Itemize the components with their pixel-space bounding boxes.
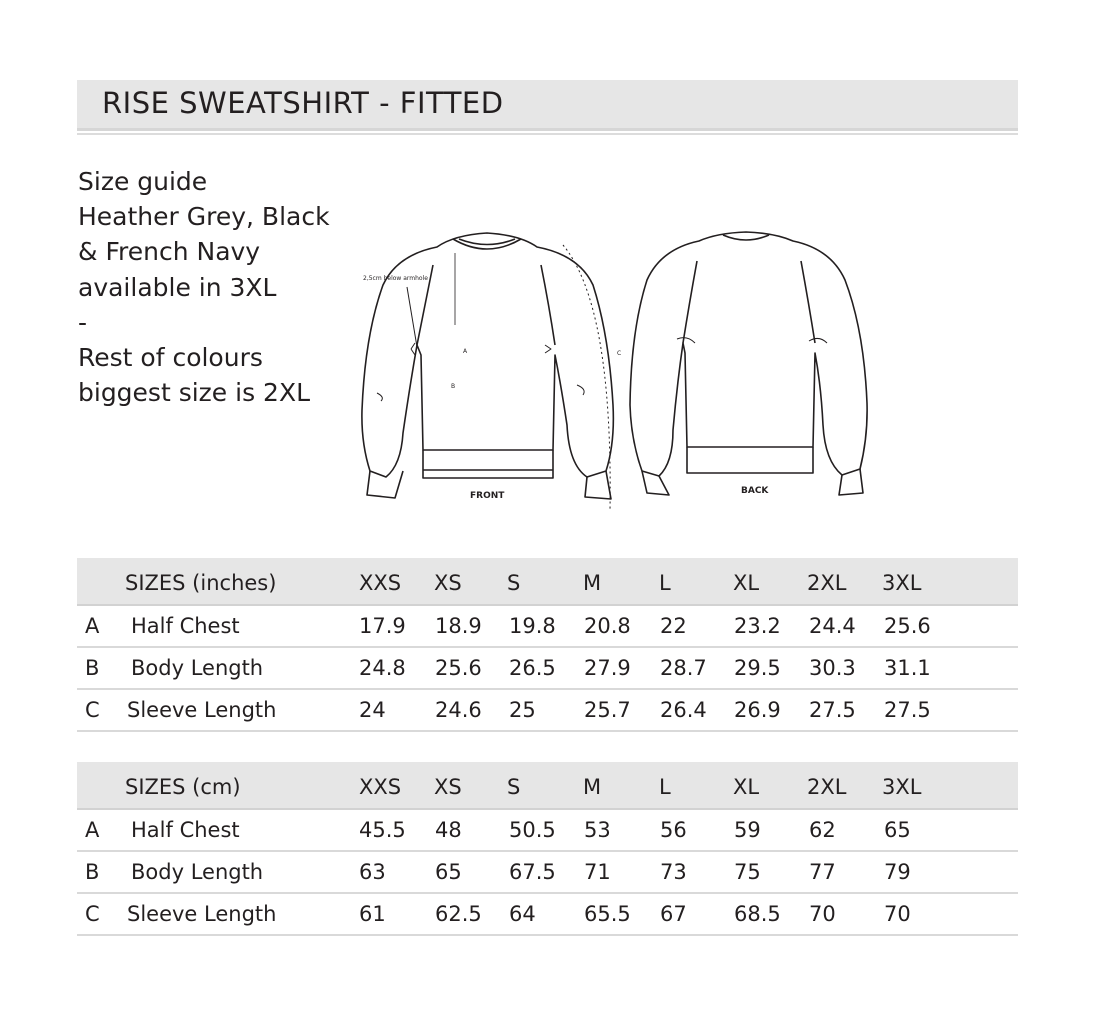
- size-header: XS: [434, 571, 462, 595]
- armhole-note: 2,5cm below armhole: [363, 275, 428, 282]
- size-header: XL: [733, 775, 760, 799]
- size-header: L: [659, 775, 671, 799]
- row-value: 50.5: [509, 818, 556, 842]
- row-value: 27.5: [809, 698, 856, 722]
- row-value: 56: [660, 818, 687, 842]
- size-header: XXS: [359, 775, 402, 799]
- row-value: 26.4: [660, 698, 707, 722]
- row-label: Half Chest: [131, 614, 240, 638]
- row-value: 27.5: [884, 698, 931, 722]
- size-header: 3XL: [882, 775, 922, 799]
- table-unit-header: SIZES (inches): [125, 571, 277, 595]
- page-title: RISE SWEATSHIRT - FITTED: [102, 86, 504, 120]
- size-header: 2XL: [807, 571, 847, 595]
- size-header: 3XL: [882, 571, 922, 595]
- row-value: 45.5: [359, 818, 406, 842]
- size-guide-text: [78, 164, 330, 410]
- row-key: B: [85, 860, 100, 884]
- row-value: 71: [584, 860, 611, 884]
- title-divider: [77, 133, 1018, 135]
- row-value: 25: [509, 698, 536, 722]
- row-value: 65.5: [584, 902, 631, 926]
- row-value: 75: [734, 860, 761, 884]
- row-value: 59: [734, 818, 761, 842]
- row-value: 27.9: [584, 656, 631, 680]
- row-value: 18.9: [435, 614, 482, 638]
- row-value: 26.5: [509, 656, 556, 680]
- row-value: 48: [435, 818, 462, 842]
- size-header: XXS: [359, 571, 402, 595]
- row-value: 17.9: [359, 614, 406, 638]
- row-value: 68.5: [734, 902, 781, 926]
- row-key: B: [85, 656, 100, 680]
- row-label: Sleeve Length: [127, 902, 277, 926]
- row-value: 67.5: [509, 860, 556, 884]
- marker-a: A: [463, 348, 468, 355]
- size-header: M: [583, 571, 602, 595]
- guide-line: Rest of colours: [78, 343, 263, 373]
- back-label: BACK: [741, 486, 769, 496]
- table-row: [77, 852, 1018, 894]
- row-value: 26.9: [734, 698, 781, 722]
- row-value: 29.5: [734, 656, 781, 680]
- size-header: L: [659, 571, 671, 595]
- row-value: 61: [359, 902, 386, 926]
- row-value: 53: [584, 818, 611, 842]
- row-value: 31.1: [884, 656, 931, 680]
- row-label: Body Length: [131, 860, 264, 884]
- row-value: 25.6: [884, 614, 931, 638]
- row-value: 25.7: [584, 698, 631, 722]
- marker-b: B: [451, 383, 456, 390]
- table-row: [77, 648, 1018, 690]
- table-unit-header: SIZES (cm): [125, 775, 241, 799]
- title-bar: [77, 80, 1018, 131]
- guide-line: & French Navy: [78, 237, 261, 267]
- row-key: C: [85, 698, 100, 722]
- table-row: [77, 894, 1018, 936]
- row-value: 22: [660, 614, 687, 638]
- table-header-row: [77, 762, 1018, 810]
- row-value: 24: [359, 698, 386, 722]
- table-row: [77, 606, 1018, 648]
- guide-line: available in 3XL: [78, 272, 277, 302]
- guide-line: Heather Grey, Black: [78, 202, 330, 232]
- row-value: 64: [509, 902, 536, 926]
- row-value: 67: [660, 902, 687, 926]
- size-header: M: [583, 775, 602, 799]
- row-value: 70: [809, 902, 836, 926]
- row-value: 65: [435, 860, 462, 884]
- row-value: 65: [884, 818, 911, 842]
- row-value: 19.8: [509, 614, 556, 638]
- row-value: 28.7: [660, 656, 707, 680]
- row-value: 24.6: [435, 698, 482, 722]
- size-header: S: [507, 571, 521, 595]
- row-label: Half Chest: [131, 818, 240, 842]
- row-value: 73: [660, 860, 687, 884]
- guide-line: biggest size is 2XL: [78, 378, 311, 408]
- row-value: 62.5: [435, 902, 482, 926]
- row-label: Sleeve Length: [127, 698, 277, 722]
- guide-line: Size guide: [78, 167, 208, 196]
- back-sweatshirt-drawing: [630, 232, 867, 495]
- row-value: 79: [884, 860, 911, 884]
- row-value: 62: [809, 818, 836, 842]
- row-value: 63: [359, 860, 386, 884]
- table-header-row: [77, 558, 1018, 606]
- row-value: 20.8: [584, 614, 631, 638]
- row-value: 30.3: [809, 656, 856, 680]
- size-header: XS: [434, 775, 462, 799]
- row-key: C: [85, 902, 100, 926]
- table-row: [77, 690, 1018, 732]
- size-header: S: [507, 775, 521, 799]
- table-row: [77, 810, 1018, 852]
- size-header: 2XL: [807, 775, 847, 799]
- row-value: 25.6: [435, 656, 482, 680]
- row-key: A: [85, 818, 100, 842]
- sweatshirt-illustration: [355, 225, 875, 510]
- front-label: FRONT: [470, 491, 505, 501]
- guide-line: -: [78, 307, 88, 337]
- size-header: XL: [733, 571, 760, 595]
- row-value: 70: [884, 902, 911, 926]
- row-value: 77: [809, 860, 836, 884]
- marker-c: C: [617, 350, 622, 357]
- row-value: 23.2: [734, 614, 781, 638]
- row-label: Body Length: [131, 656, 264, 680]
- row-key: A: [85, 614, 100, 638]
- row-value: 24.8: [359, 656, 406, 680]
- row-value: 24.4: [809, 614, 856, 638]
